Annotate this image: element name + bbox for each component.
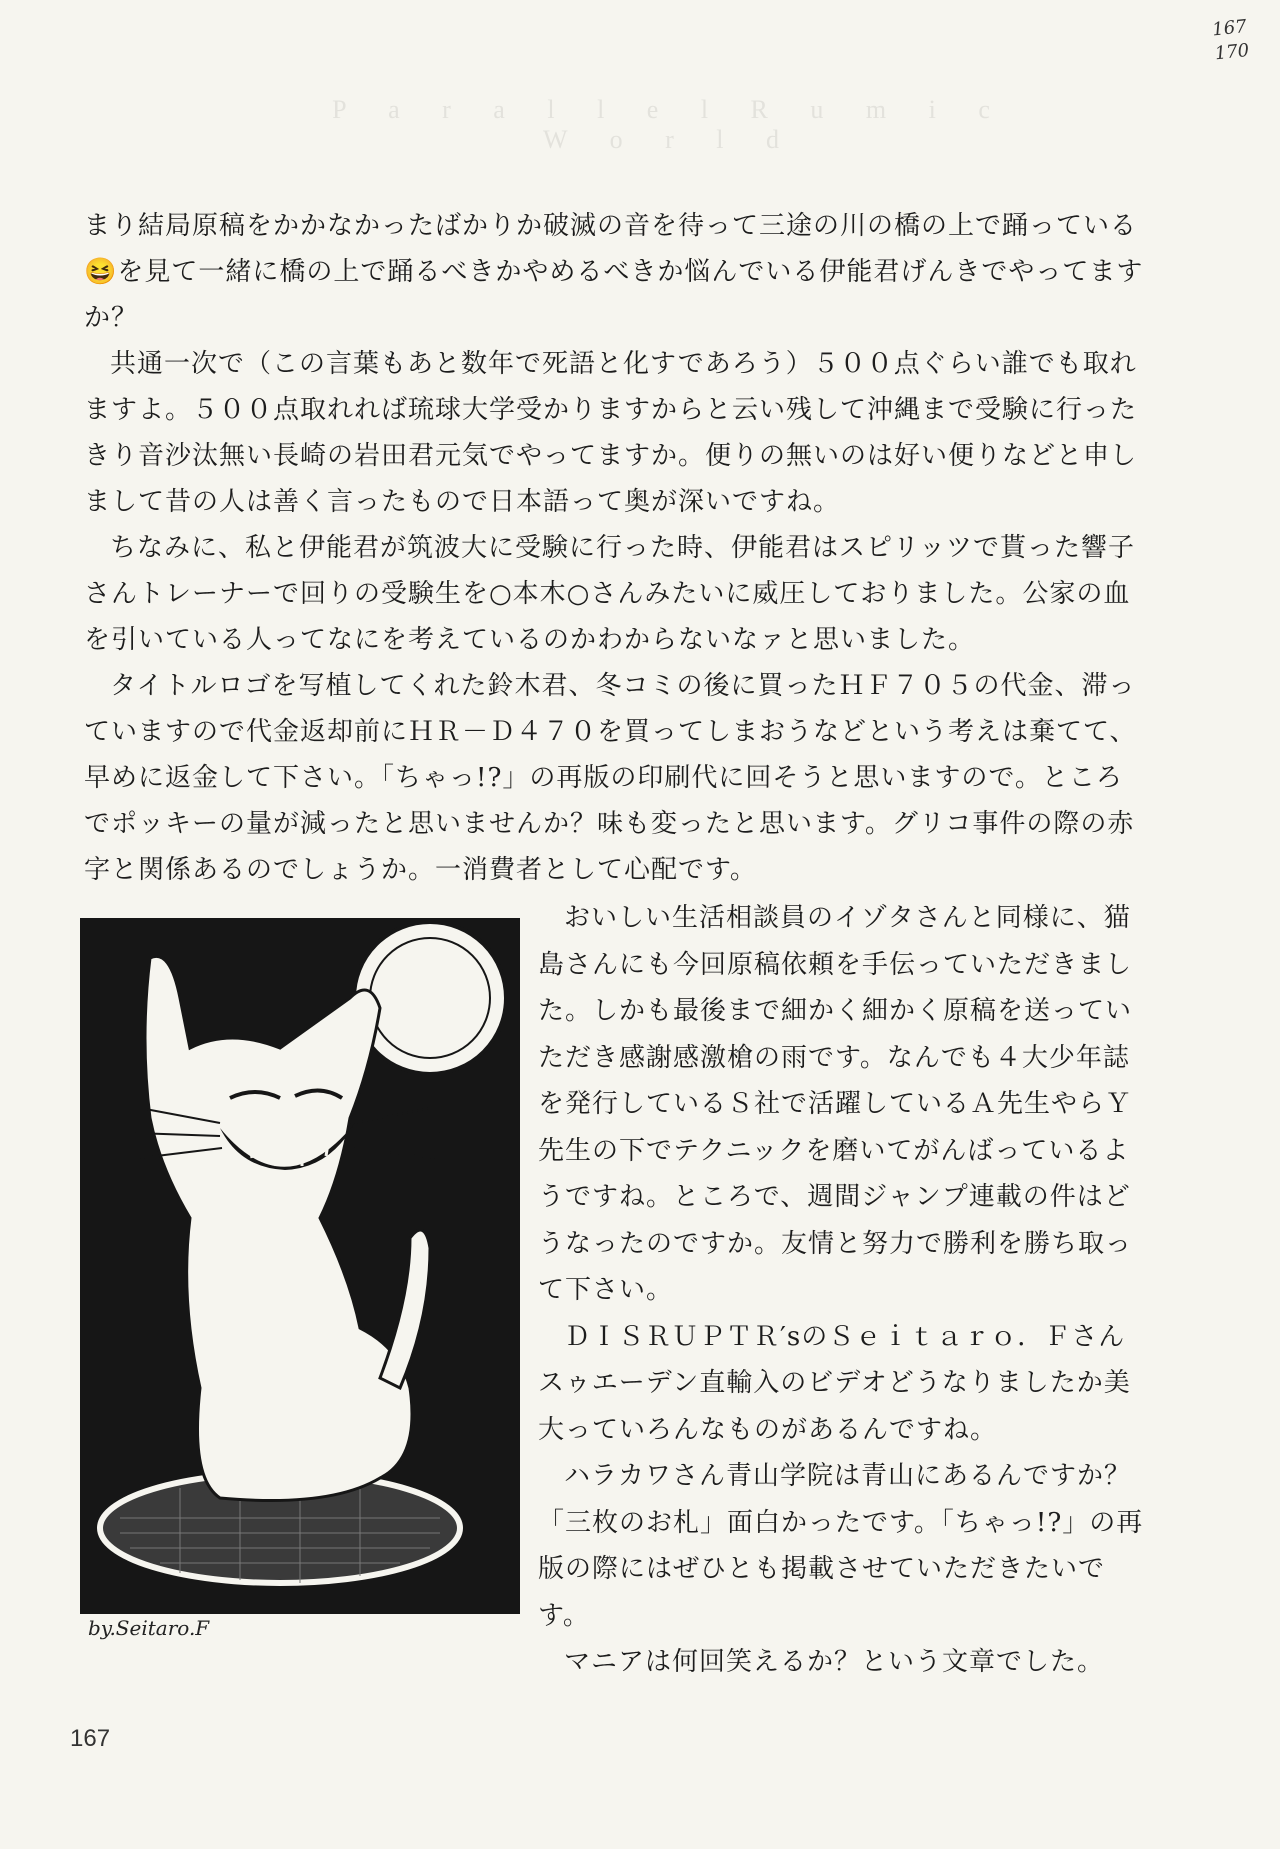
side-text-block bbox=[538, 895, 1148, 1686]
paragraph: タイトルロゴを写植してくれた鈴木君、冬コミの後に買ったＨＦ７０５の代金、滞っていますので代金返却前にＨＲ－Ｄ４７０を買ってしまおうなどという考えは棄てて、早めに返金して下さい。「ちゃっ!?」の再版の印刷代に回そうと思いますので。ところでポッキーの量が減ったと思いませんか？味も変ったと思います。グリコ事件の際の赤字と関係あるのでしょうか。一消費者として心配です。 bbox=[84, 671, 1137, 885]
main-text-block bbox=[84, 203, 1144, 893]
page-number: 167 bbox=[70, 1725, 111, 1752]
cat-drawing bbox=[80, 918, 528, 1618]
handwritten-page-note bbox=[1186, 15, 1251, 69]
note-line-2: 170 bbox=[1213, 39, 1251, 65]
paragraph: まり結局原稿をかかなかったばかりか破滅の音を待って三途の川の橋の上で踊っている😆を見て一緒に橋の上で踊るべきかやめるべきか悩んでいる伊能君げんきでやってますか？ bbox=[84, 211, 1144, 333]
paragraph: ハラカワさん青山学院は青山にあるんですか？「三枚のお札」面白かったです。「ちゃっ!?」の再版の際にはぜひとも掲載させていただきたいです。 bbox=[538, 1461, 1144, 1631]
paragraph: 共通一次で（この言葉もあと数年で死語と化すであろう）５００点ぐらい誰でも取れますよ。５００点取れれば琉球大学受かりますからと云い残して沖縄まで受験に行ったきり音沙汰無い長崎の岩田君元気でやってますか。便りの無いのは好い便りなどと申しまして昔の人は善く言ったもので日本語って奥が深いですね。 bbox=[84, 349, 1138, 517]
note-line-1: 167 bbox=[1211, 15, 1248, 41]
illustration-credit: by.Seitaro.F bbox=[88, 1616, 210, 1640]
bleed-through-header: P a r a l l e l R u m i c W o r l d bbox=[332, 95, 1008, 154]
cat-illustration bbox=[80, 918, 528, 1618]
paragraph: ちなみに、私と伊能君が筑波大に受験に行った時、伊能君はスピリッツで貰った響子さんトレーナーで回りの受験生を○本木○さんみたいに威圧しておりました。公家の血を引いている人ってなにを考えているのかわからないなァと思いました。 bbox=[84, 533, 1135, 655]
paragraph: おいしい生活相談員のイゾタさんと同様に、猫島さんにも今回原稿依頼を手伝っていただきました。しかも最後まで細かく細かく原稿を送っていただき感謝感激槍の雨です。なんでも４大少年誌を発行しているＳ社で活躍しているＡ先生やらＹ先生の下でテクニックを磨いてがんばっているようですね。ところで、週間ジャンプ連載の件はどうなったのですか。友情と努力で勝利を勝ち取って下さい。 bbox=[538, 903, 1133, 1305]
paragraph: ＤＩＳＲＵＰＴＲ′sのＳｅｉｔａｒｏ．Ｆさんスゥエーデン直輸入のビデオどうなりましたか美大っていろんなものがあるんですね。 bbox=[538, 1321, 1131, 1445]
paragraph: マニアは何回笑えるか？という文章でした。 bbox=[564, 1647, 1105, 1677]
